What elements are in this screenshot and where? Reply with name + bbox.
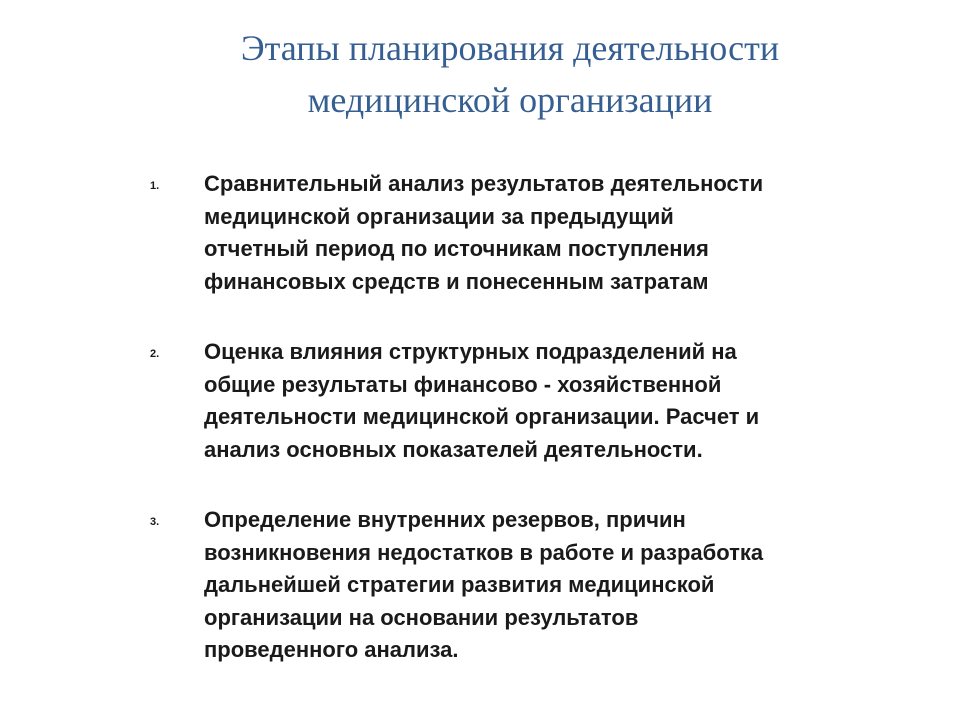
slide-title [130,22,890,126]
list-item-text-line: анализ основных показателей деятельности. [204,436,703,462]
list-item-text-line: финансовых средств и понесенным затратам [204,268,709,294]
list-item-text-line: деятельности медицинской организации. Расчет и [204,404,760,429]
list-item-text-line: медицинской организации за предыдущий [204,203,674,229]
list-item-text-line: организации на основании результатов [204,604,639,630]
list-item-text-line: Оценка влияния структурных подразделений на [204,339,737,364]
list-item-text-line: дальнейшей стратегии развития медицинской [204,572,715,597]
list-item-text-line: Сравнительный анализ результатов деятельности [204,171,764,196]
list-item-text-line: проведенного анализа. [204,637,459,662]
list-marker: 2. [150,348,160,360]
numbered-list [150,168,890,667]
list-marker: 1. [150,180,160,192]
title-line-1: Этапы планирования деятельности [240,28,780,68]
list-item-text-line: отчетный период по источникам поступления [204,236,709,261]
list-item-text-line: Определение внутренних резервов, причин [204,507,686,532]
list-item-3 [150,504,890,667]
list-marker: 3. [150,516,160,528]
list-item-1 [150,168,890,298]
list-item-text-line: общие результаты финансово - хозяйственной [204,371,722,397]
list-item-text-line: возникновения недостатков в работе и разработка [204,539,764,565]
title-line-2: медицинской организации [307,80,713,120]
list-item-2 [150,336,890,466]
